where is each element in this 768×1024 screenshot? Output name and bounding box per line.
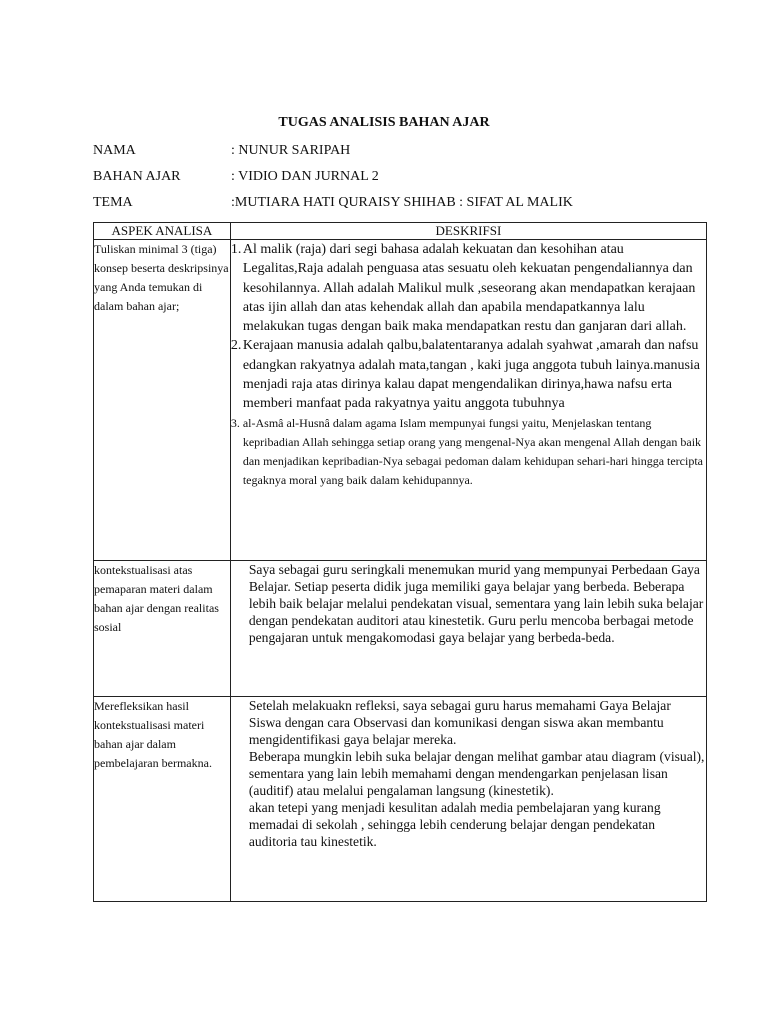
list-number: 3. (230, 415, 240, 430)
aspek-cell: Merefleksikan hasil kontekstualisasi materi bahan ajar dalam pembelajaran bermakna. (94, 697, 231, 902)
list-text: Al malik (raja) dari segi bahasa adalah kekuatan dan kesohihan atau Legalitas,Raja adalah penguasa atas sesuatu oleh kekuatan pengendaliannya dan kesohilannya. Allah adalah Malikul mulk ,seseorang akan mendapatkan kerajaan atas ijin allah dan atas kehendak allah dan apabila mendapatkannya lalu melakukan tugas dengan baik maka mendapatkan restu dan ganjaran dari allah. (242, 242, 696, 335)
header-deskrifsi: DESKRIFSI (230, 223, 706, 240)
document-title: TUGAS ANALISIS BAHAN AJAR (278, 115, 490, 130)
deskripsi-cell (230, 240, 706, 561)
list-item (231, 240, 706, 336)
aspek-cell: Tuliskan minimal 3 (tiga) konsep beserta deskripsinya yang Anda temukan di dalam bahan ajar; (94, 240, 231, 561)
list-number: 2. (230, 338, 242, 354)
meta-label: BAHAN AJAR (93, 169, 181, 184)
analysis-table (93, 222, 707, 902)
table-row (94, 240, 707, 561)
konsep-list (231, 240, 706, 490)
table-header-row (94, 223, 707, 240)
aspek-cell: kontekstualisasi atas pemaparan materi dalam bahan ajar dengan realitas sosial (94, 561, 231, 697)
list-item (231, 336, 706, 413)
meta-label: NAMA (93, 143, 136, 158)
table-row (94, 697, 707, 902)
list-item (231, 414, 706, 490)
meta-value: : VIDIO DAN JURNAL 2 (231, 169, 379, 184)
paragraph: Saya sebagai guru seringkali menemukan murid yang mempunyai Perbedaan Gaya Belajar. Setiap peserta didik juga memiliki gaya belajar yang berbeda. Beberapa lebih baik belajar melalui pendekatan visual, sementara yang lain lebih suka belajar dengan pendekatan auditori atau kinestetik. Guru perlu mencoba berbagai metode pengajaran untuk mengakomodasi gaya belajar yang berbeda-beda. (248, 562, 704, 645)
header-aspek-analisa: ASPEK ANALISA (94, 223, 231, 240)
paragraph: Setelah melakuakn refleksi, saya sebagai guru harus memahami Gaya Belajar Siswa dengan cara Observasi dan komunikasi dengan siswa akan membantu mengidentifikasi gaya belajar mereka. Beberapa mungkin lebih suka belajar dengan melihat gambar atau diagram (visual), sementara yang lain lebih memahami dengan mendengarkan penjelasan lisan (auditif) atau melalui pengalaman langsung (kinestetik). akan tetepi yang menjadi kesulitan adalah media pembelajaran yang kurang memadai di sekolah , sehingga lebih cenderung belajar dengan pendekatan auditoria tau kinestetik. (248, 698, 705, 849)
meta-label: TEMA (93, 195, 133, 210)
deskripsi-cell (230, 697, 706, 902)
list-text: Kerajaan manusia adalah qalbu,balatentaranya adalah syahwat ,amarah dan nafsu edangkan rakyatnya adalah mata,tangan , kaki juga anggota tubuh lainya.manusia menjadi raja atas dirinya kalau dapat mengendalikan dirinya,hawa nafsu erta memberi manfaat pada rakyatnya yaitu anggota tubuhnya (242, 338, 701, 412)
deskripsi-cell (230, 561, 706, 697)
list-number: 1. (230, 242, 242, 257)
table-row (94, 561, 707, 697)
meta-value: : NUNUR SARIPAH (231, 143, 351, 158)
meta-value: :MUTIARA HATI QURAISY SHIHAB : SIFAT AL MALIK (231, 195, 573, 210)
list-text: al-Asmâ al-Husnâ dalam agama Islam mempunyai fungsi yaitu, Menjelaskan tentang kepribadian Allah sehingga setiap orang yang mengenal-Nya akan mengenal Allah dengan baik dan menjadikan kepribadian-Nya sebagai pedoman dalam kehidupan sehari-hari hingga tercipta tegaknya moral yang baik dalam kehidupannya. (242, 415, 703, 487)
